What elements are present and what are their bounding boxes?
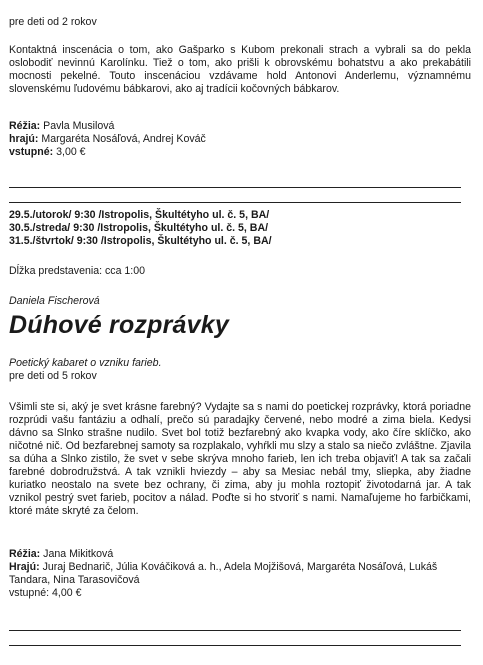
cast-names: Margaréta Nosáľová, Andrej Kováč <box>41 133 206 145</box>
price-label: vstupné: <box>9 146 54 158</box>
director-name: Jana Mikitková <box>43 548 114 560</box>
show-description: Všimli ste si, aký je svet krásne farebný? Vydajte sa s nami do poetickej rozprávky, ktorá poriadne rozprúdi vašu fantáziu a odhalí, prečo sú paradajky červené, nebo modré a zima biela. Kedysi dávno sa Slnko strašne nudilo. Svet bol totiž bezfarebný ako kvapka vody, ako číre sklíčko, ako ničotné nič. Od bezfarebnej samoty sa rozplakalo, vyhŕkli mu slzy a stalo sa niečo zvláštne. Zjavila sa dúha a Slnko zistilo, že svet v sebe skrýva mnoho farieb, len ich treba objaviť! A tak sa začali farebné dobrodružstvá. A tak vznikli hviezdy – aby sa Mesiac nebál tmy, sliepka, aby žiadne kuriatko neostalo na svete bez ochrany, či zima, aby ju mohla roztopiť životodarná jar. A tak vznikol pestrý svet farieb, pocitov a nálad. Poďte si ho stvoriť s nami. Namaľujeme ho farbičkami, ktoré máte skryté za čelom. <box>9 401 471 517</box>
director-name: Pavla Musilová <box>43 120 115 132</box>
director-label: Réžia: <box>9 120 41 132</box>
separator-rule <box>9 187 461 188</box>
separator-rule <box>9 630 461 631</box>
price-value: 3,00 € <box>56 146 86 158</box>
age-recommendation: pre deti od 5 rokov <box>9 370 97 382</box>
cast-names: Juraj Bednarič, Júlia Kováčiková a. h., Adela Mojžišová, Margaréta Nosáľová, Lukáš Tandara, Nina Tarasovičová <box>9 561 438 586</box>
age-recommendation: pre deti od 2 rokov <box>9 16 97 28</box>
show-description: Kontaktná inscenácia o tom, ako Gašparko s Kubom prekonali strach a vybrali sa do pekla oslobodiť nevinnú Karolínku. Tiež o tom, ako prišli k obrovskému bohatstvu a ako prekabátili mocnosti pekelné. Touto inscenáciou vzdávame hold Antonovi Anderlemu, významnému slovenskému ľudovému bábkarovi, ako aj tradícii kočovných bábkarov. <box>9 44 471 95</box>
credits-block <box>9 548 449 600</box>
price-label: vstupné: <box>9 587 50 599</box>
credits-block <box>9 120 206 159</box>
price-line <box>9 146 206 159</box>
performance-item: 30.5./streda/ 9:30 /Istropolis, Škultétyho ul. č. 5, BA/ <box>9 222 269 234</box>
show-title: Dúhové rozprávky <box>9 311 229 339</box>
show-subtitle: Poetický kabaret o vzniku farieb. <box>9 357 162 369</box>
director-line <box>9 548 449 561</box>
price-value: 4,00 € <box>52 587 82 599</box>
cast-line <box>9 133 206 146</box>
performance-item: 31.5./štvrtok/ 9:30 /Istropolis, Škultétyho ul. č. 5, BA/ <box>9 235 272 247</box>
director-line <box>9 120 206 133</box>
director-label: Réžia: <box>9 548 41 560</box>
performance-list <box>9 209 272 248</box>
separator-rule <box>9 202 461 203</box>
cast-label: hrajú: <box>9 133 39 145</box>
price-line <box>9 587 449 600</box>
performance-item: 29.5./utorok/ 9:30 /Istropolis, Škultétyho ul. č. 5, BA/ <box>9 209 270 221</box>
duration-text: Dĺžka predstavenia: cca 1:00 <box>9 265 146 277</box>
cast-line <box>9 561 449 587</box>
cast-label: Hrajú: <box>9 561 40 573</box>
separator-rule <box>9 645 461 646</box>
author-name: Daniela Fischerová <box>9 295 100 307</box>
